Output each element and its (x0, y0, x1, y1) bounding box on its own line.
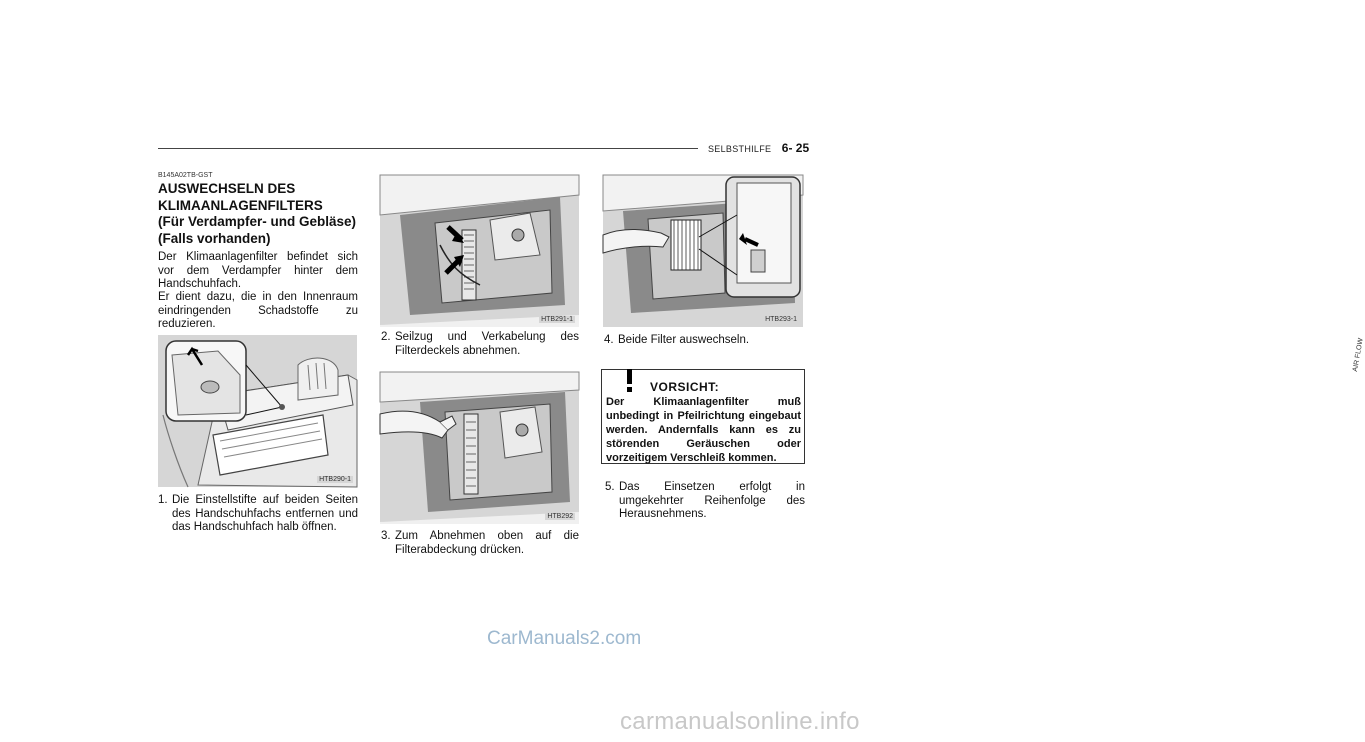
figure-label: HTB293-1 (765, 316, 797, 323)
step-text: Die Einstellstifte auf beiden Seiten des Handschuhfachs entfernen und das Handschuhfach halb öffnen. (172, 494, 358, 533)
page-header (708, 139, 809, 157)
figure-glovebox (158, 335, 357, 487)
watermark-top[interactable]: CarManuals2.com (487, 628, 642, 649)
title-line: AUSWECHSELN DES (158, 181, 296, 196)
step-number: 3. (381, 530, 391, 542)
warning-title: VORSICHT: (650, 380, 720, 394)
figure-label: HTB291-1 (541, 316, 573, 323)
step-4 (604, 334, 804, 348)
article-title (158, 181, 358, 247)
step-number: 2. (381, 331, 391, 343)
step-number: 1. (158, 494, 168, 506)
warning-box (601, 369, 805, 464)
figure-filter-press (380, 372, 579, 524)
figure-label: HTB292 (547, 513, 573, 520)
step-1 (158, 494, 358, 535)
step-text: Beide Filter auswechseln. (618, 334, 750, 346)
step-text: Seilzug und Verkabelung des Filterdeckels abnehmen. (395, 331, 579, 357)
step-number: 5. (605, 481, 615, 493)
page-number: 6- 25 (781, 141, 810, 155)
step-text: Das Einsetzen erfolgt in umgekehrter Reihenfolge des Herausnehmens. (619, 481, 805, 520)
step-number: 4. (604, 334, 614, 346)
step-2 (381, 331, 579, 358)
section-name: SELBSTHILFE (708, 144, 772, 154)
step-5 (605, 481, 805, 522)
air-flow-label: AIR FLOW (1352, 337, 1365, 373)
figure-label: HTB290-1 (319, 476, 351, 483)
article-code: B145A02TB-GST (158, 172, 213, 179)
step-text: Zum Abnehmen oben auf die Filterabdeckung drücken. (395, 530, 579, 556)
header-rule (158, 148, 698, 149)
title-line: (Falls vorhanden) (158, 230, 271, 246)
step-3 (381, 530, 579, 557)
title-line: KLIMAANLAGENFILTERS (158, 197, 323, 213)
watermark-bottom[interactable]: carmanualsonline.info (620, 708, 860, 735)
title-line: (Für Verdampfer- und Gebläse) (158, 214, 357, 229)
glovebox-illustration (158, 335, 357, 487)
filter-replace-illustration (603, 175, 803, 327)
exclamation-icon (617, 367, 643, 393)
warning-text: Der Klimaanlagenfilter muß unbedingt in Pfeilrichtung eingebaut werden. Andernfalls kann es zu störenden Geräuschen oder vorzeitigem Verschleiß kommen. (606, 396, 801, 464)
figure-filter-cover (380, 175, 579, 327)
filter-press-illustration (380, 372, 579, 524)
intro-paragraph-1: Der Klimaanlagenfilter befindet sich vor dem Verdampfer hinter dem Handschuhfach. (158, 251, 358, 290)
filter-cover-illustration (380, 175, 579, 327)
intro-paragraph-2: Er dient dazu, die in den Innenraum eindringenden Schadstoffe zu reduzieren. (158, 291, 358, 330)
